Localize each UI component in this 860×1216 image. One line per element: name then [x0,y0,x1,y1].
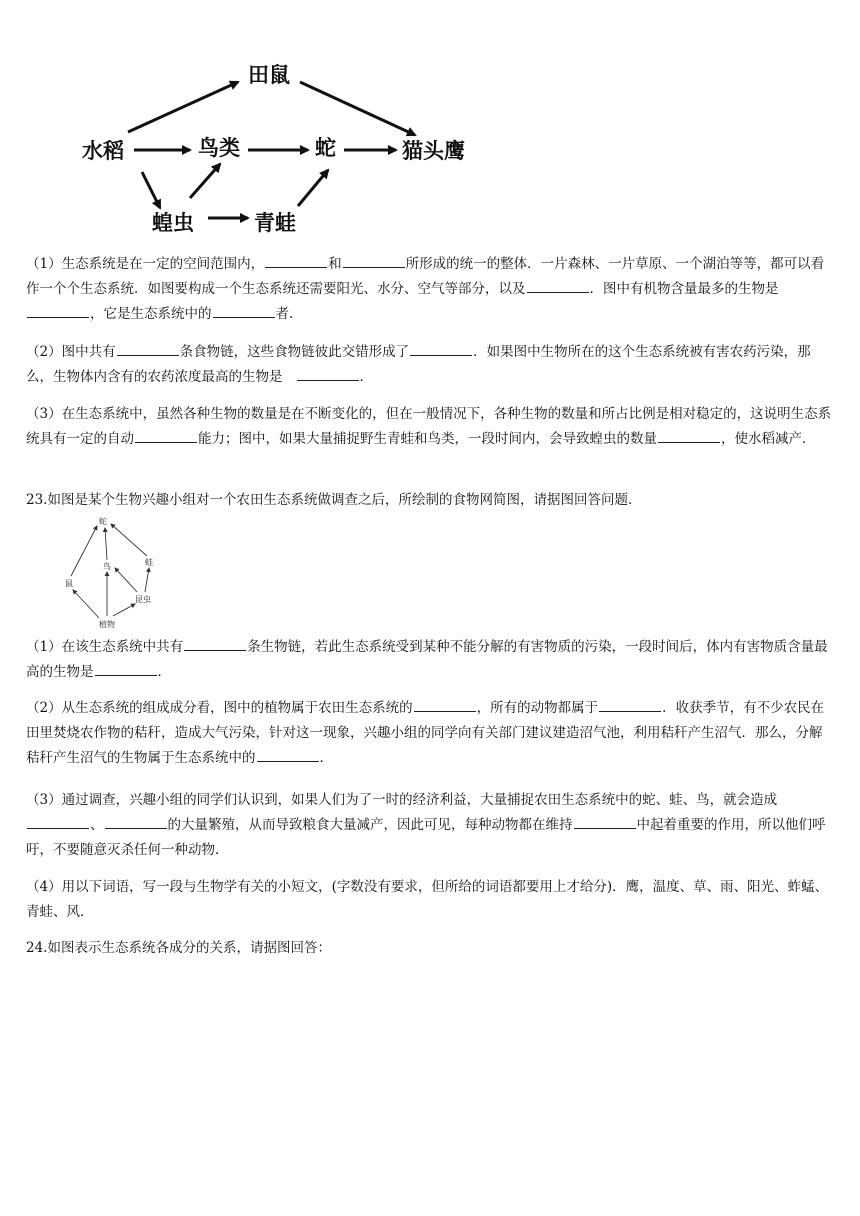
node-she: 蛇 [315,136,336,160]
answer-blank[interactable] [105,814,167,829]
arrow-shu-she [71,526,97,576]
q22-part3: （3）在生态系统中，虽然各种生物的数量是在不断变化的，但在一般情况下，各种生物的数量和所占比例是相对稳定的，这说明生态系统具有一定的自动 能力；图中，如果大量捕捉野生青蛙和鸟类，一段时间内，会导致蝗虫的数量 ，使水稻减产． [26,406,832,447]
answer-blank[interactable] [599,697,661,712]
node-shuidao: 水稻 [82,139,124,163]
q23-part2: （2）从生态系统的组成成分看，图中的植物属于农田生态系统的 ，所有的动物都属于 ．收获季节，有不少农民在田里焚烧农作物的秸秆，造成大气污染，针对这一现象，兴趣小组的同学向有关部门建议建造沼气池，利用秸秆产生沼气．那么，分解秸秆产生沼气的生物属于生态系统中的 ． [26,696,832,771]
q24-stem: 24.如图表示生态系统各成分的关系，请据图回答： [26,940,331,956]
node-niao: 鸟 [103,562,111,571]
arrow-shuidao-tianshu [128,82,238,132]
arrow-qingwa-she [298,170,328,206]
node-zhiwu: 植物 [99,620,115,629]
node-huangchong: 蝗虫 [152,211,194,235]
answer-blank[interactable] [574,814,636,829]
answer-blank[interactable] [658,428,720,443]
arrow-shuidao-huangchong [142,172,160,208]
q23-part3: （3）通过调查，兴趣小组的同学们认识到，如果人们为了一时的经济利益，大量捕捉农田生态系统中的蛇、蛙、鸟，就会造成、 的大量繁殖，从而导致粮食大量减产，因此可见，每种动物都在维持 中起着重要的作用，所以他们呼吁，不要随意灭杀任何一种动物． [26,792,826,858]
answer-blank[interactable] [343,253,405,268]
arrow-wa-she [111,524,147,556]
answer-blank[interactable] [297,366,359,381]
node-wa: 蛙 [145,558,153,567]
node-qingwa: 青蛙 [254,211,296,235]
food-web-diagram-1 [60,40,520,250]
arrow-zhiwu-kunchong [113,604,135,616]
arrow-kunchong-niao [115,568,137,592]
node-shu: 鼠 [65,579,73,588]
answer-blank[interactable] [213,303,275,318]
arrow-niao-she [105,528,107,560]
arrow-huangchong-niaolei [190,164,220,198]
q23-part1: （1）在该生态系统中共有 条生物链，若此生态系统受到某种不能分解的有害物质的污染，一段时间后，体内有害物质含量最高的生物是 ． [26,635,832,685]
answer-blank[interactable] [257,747,319,762]
answer-blank[interactable] [95,661,157,676]
arrow-tianshu-maotouying [300,82,415,135]
answer-blank[interactable] [117,341,179,356]
food-web-diagram-2 [55,512,165,632]
answer-blank[interactable] [527,278,589,293]
answer-blank[interactable] [414,697,476,712]
answer-blank[interactable] [184,636,246,651]
node-niaolei: 鸟类 [198,136,240,160]
node-kunchong: 昆虫 [135,595,151,604]
q23-part4: （4）用以下词语，写一段与生物学有关的小短文，(字数没有要求，但所给的词语都要用上才给分)．鹰，温度、草、雨、阳光、蚱蜢、青蛙、风． [26,879,829,920]
answer-blank[interactable] [135,428,197,443]
answer-blank[interactable] [27,814,89,829]
node-tianshu: 田鼠 [248,63,290,87]
q23-stem: 23.如图是某个生物兴趣小组对一个农田生态系统做调查之后，所绘制的食物网简图，请据图回答问题． [26,492,642,508]
arrow-kunchong-wa [145,568,149,592]
node-maotouying: 猫头鹰 [402,139,465,163]
q22-part2: （2）图中共有 条食物链，这些食物链彼此交错形成了 ．如果图中生物所在的这个生态系统被有害农药污染，那么，生物体内含有的农药浓度最高的生物是 ． [26,340,832,390]
arrow-zhiwu-shu [73,590,99,618]
q22-part1: （1）生态系统是在一定的空间范围内， 和 所形成的统一的整体．一片森林、一片草原、一个湖泊等等，都可以看作一个个生态系统．如图要构成一个生态系统还需要阳光、水分、空气等部分，以及 ．图中有机物含量最多的生物是，它是生态系统中的 者． [26,252,832,327]
answer-blank[interactable] [265,253,327,268]
node-she: 蛇 [99,517,107,526]
answer-blank[interactable] [27,303,89,318]
answer-blank[interactable] [410,341,472,356]
